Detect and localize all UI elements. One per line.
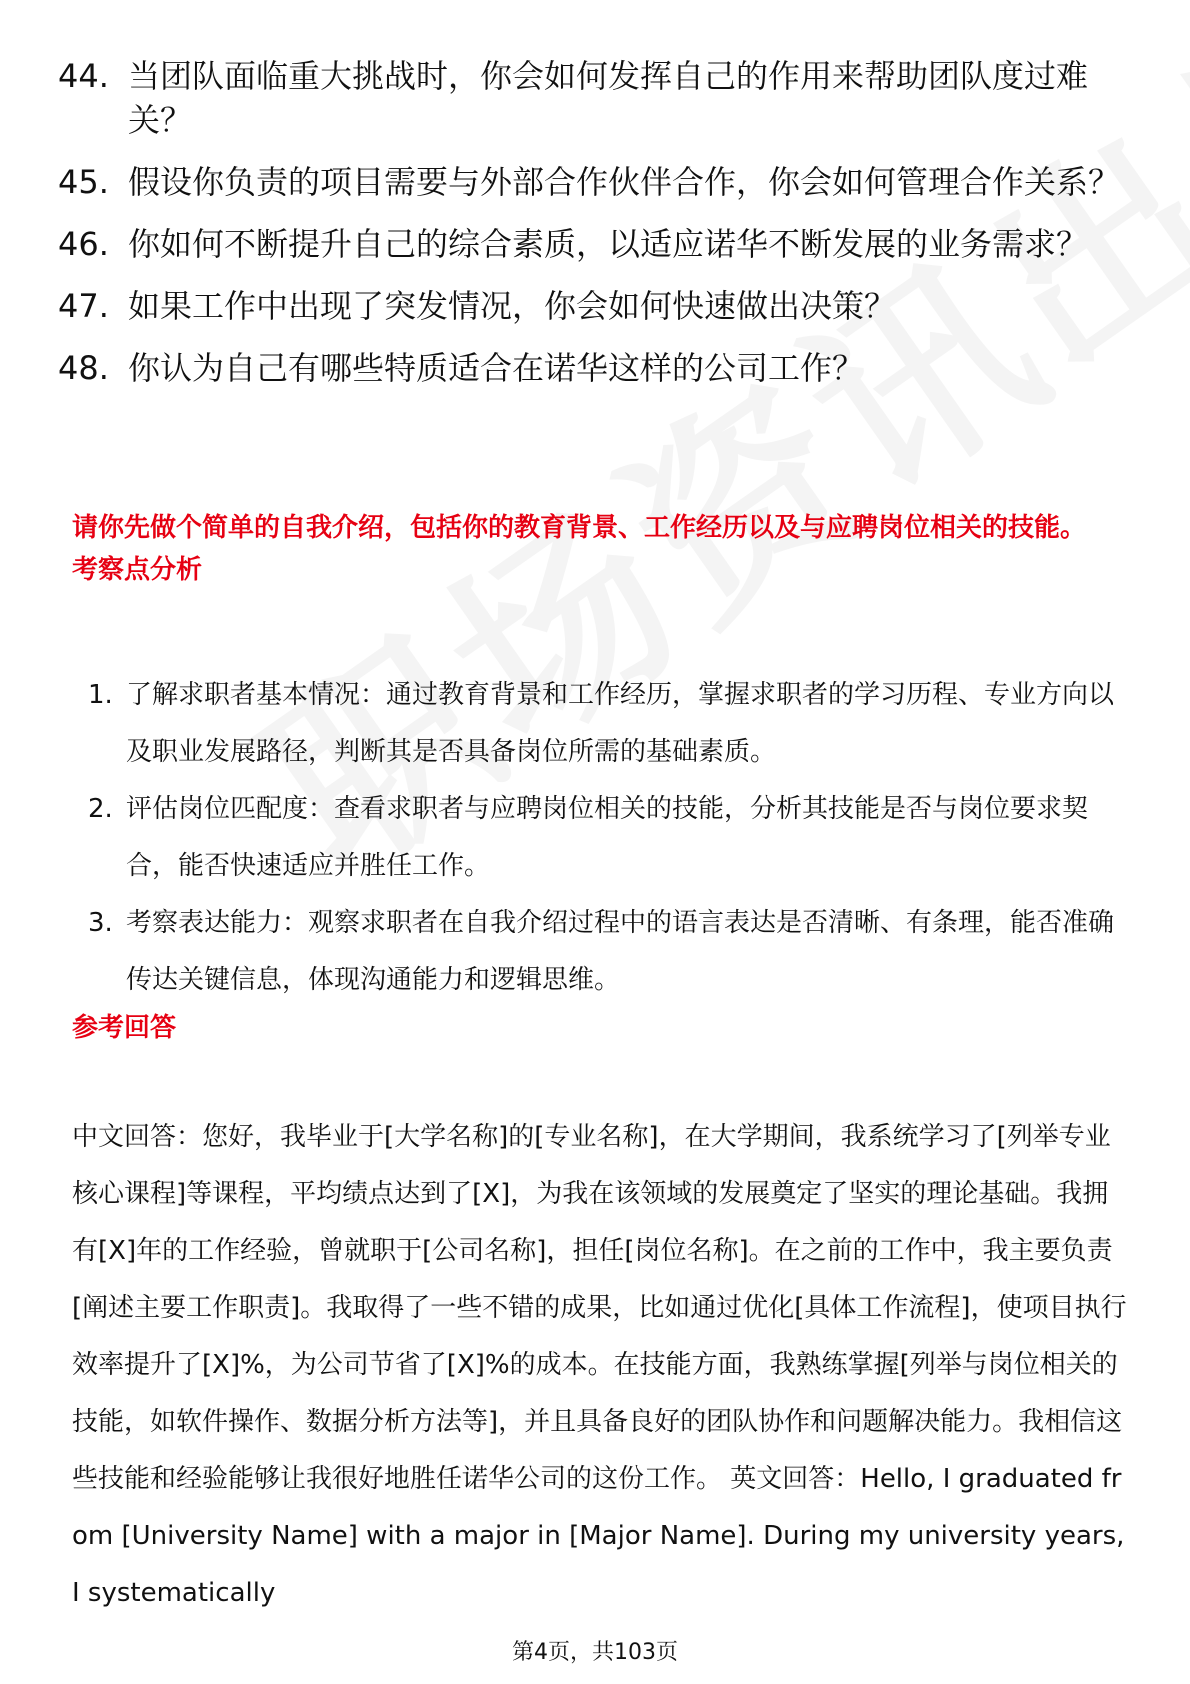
analysis-point: [88, 781, 1134, 895]
analysis-point: [88, 667, 1134, 781]
question-item: [58, 284, 1138, 328]
main-question: 请你先做个简单的自我介绍，包括你的教育背景、工作经历以及与应聘岗位相关的技能。: [72, 513, 1087, 543]
question-text: 你如何不断提升自己的综合素质，以适应诺华不断发展的业务需求？: [128, 225, 1089, 263]
question-text: 当团队面临重大挑战时，你会如何发挥自己的作用来帮助团队度过难关？: [128, 57, 1089, 139]
question-number: 44.: [58, 57, 109, 95]
point-text: 考察表达能力：观察求职者在自我介绍过程中的语言表达是否清晰、有条理，能否准确传达关键信息，体现沟通能力和逻辑思维。: [126, 908, 1115, 995]
question-item: [58, 346, 1138, 390]
point-number: 3.: [88, 908, 113, 938]
question-item: [58, 54, 1138, 142]
question-number: 48.: [58, 349, 109, 387]
page-footer: 第4页，共103页: [512, 1640, 678, 1665]
question-item: [58, 160, 1138, 204]
analysis-heading: 考察点分析: [72, 555, 203, 585]
question-number: 46.: [58, 225, 109, 263]
point-text: 评估岗位匹配度：查看求职者与应聘岗位相关的技能，分析其技能是否与岗位要求契合，能否快速适应并胜任工作。: [126, 794, 1089, 881]
analysis-points: [88, 667, 1134, 1009]
question-text: 假设你负责的项目需要与外部合作伙伴合作，你会如何管理合作关系？: [128, 163, 1121, 201]
question-number: 45.: [58, 163, 109, 201]
question-list: [58, 54, 1138, 408]
reference-answer: 中文回答：您好，我毕业于[大学名称]的[专业名称]，在大学期间，我系统学习了[列举专业核心课程]等课程，平均绩点达到了[X]，为我在该领域的发展奠定了坚实的理论基础。我拥有[X]年的工作经验，曾就职于[公司名称]，担任[岗位名称]。在之前的工作中，我主要负责[阐述主要工作职责]。我取得了一些不错的成果，比如通过优化[具体工作流程]，使项目执行效率提升了[X]%，为公司节省了[X]%的成本。在技能方面，我熟练掌握[列举与岗位相关的技能，如软件操作、数据分析方法等]，并且具备良好的团队协作和问题解决能力。我相信这些技能和经验能够让我很好地胜任诺华公司的这份工作。 英文回答：Hello, I graduated from [University Name] with a major in [Major Name]. During my university years, I systematically: [72, 1122, 1127, 1608]
point-number: 1.: [88, 680, 113, 710]
question-text: 如果工作中出现了突发情况，你会如何快速做出决策？: [128, 287, 897, 325]
question-number: 47.: [58, 287, 109, 325]
point-number: 2.: [88, 794, 113, 824]
reference-heading: 参考回答: [72, 1013, 177, 1043]
question-text: 你认为自己有哪些特质适合在诺华这样的公司工作？: [128, 349, 865, 387]
analysis-point: [88, 895, 1134, 1009]
point-text: 了解求职者基本情况：通过教育背景和工作经历，掌握求职者的学习历程、专业方向以及职业发展路径，判断其是否具备岗位所需的基础素质。: [126, 680, 1115, 767]
question-item: [58, 222, 1138, 266]
